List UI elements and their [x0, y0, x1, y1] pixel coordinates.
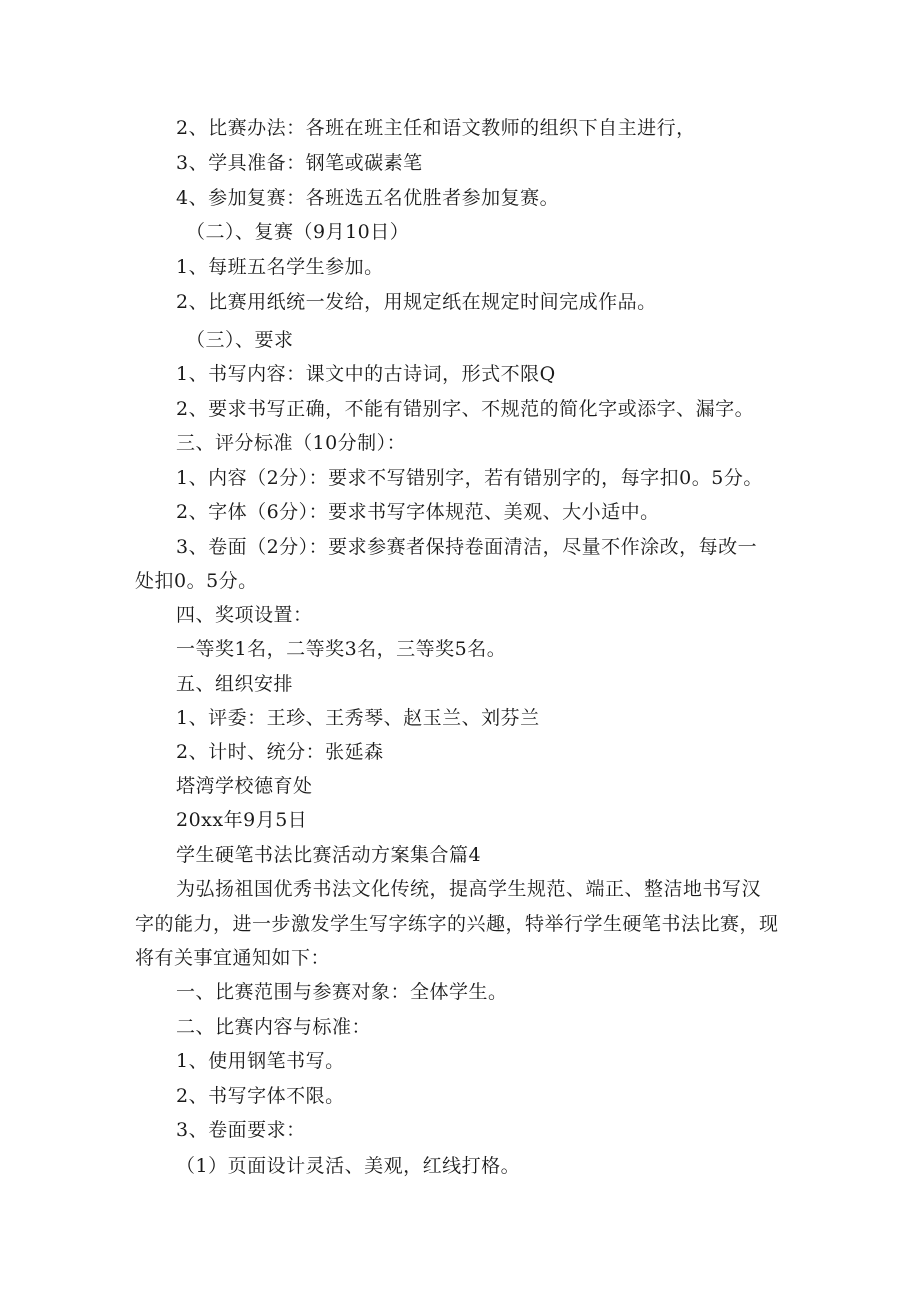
section-heading: （二）、复赛（9月10日）: [186, 221, 410, 243]
text-line: 1、评委：王珍、王秀琴、赵玉兰、刘芬兰: [176, 707, 540, 729]
text-line: （1）页面设计灵活、美观，红线打格。: [176, 1155, 521, 1177]
text-line: 2、比赛用纸统一发给，用规定纸在规定时间完成作品。: [176, 291, 657, 313]
text-line: 2、字体（6分）：要求书写字体规范、美观、大小适中。: [176, 501, 660, 523]
text-line: 4、参加复赛：各班选五名优胜者参加复赛。: [176, 187, 560, 209]
text-line: 2、书写字体不限。: [176, 1085, 345, 1107]
signature-org: 塔湾学校德育处: [176, 775, 313, 797]
section-heading: 一、比赛范围与参赛对象：全体学生。: [176, 981, 508, 1003]
text-line: 处扣0。5分。: [135, 570, 258, 592]
text-line: 2、计时、统分：张延森: [176, 741, 384, 763]
text-line: 1、内容（2分）：要求不写错别字，若有错别字的，每字扣0。5分。: [176, 467, 763, 489]
signature-date: 20xx年9月5日: [176, 809, 308, 831]
text-line: 一等奖1名，二等奖3名，三等奖5名。: [176, 638, 507, 660]
section-heading: 二、比赛内容与标准：: [176, 1016, 372, 1038]
section-heading: 四、奖项设置：: [176, 604, 313, 626]
section-heading: 三、评分标准（10分制）：: [176, 432, 407, 454]
text-line: 3、卷面要求：: [176, 1119, 306, 1141]
section-heading: 五、组织安排: [176, 673, 294, 695]
article-title: 学生硬笔书法比赛活动方案集合篇4: [176, 844, 482, 866]
text-line: 2、要求书写正确，不能有错别字、不规范的简化字或添字、漏字。: [176, 398, 755, 420]
text-line: 1、书写内容：课文中的古诗词，形式不限Q: [176, 363, 556, 385]
text-line: 2、比赛办法：各班在班主任和语文教师的组织下自主进行，: [176, 117, 696, 139]
text-line: 将有关事宜通知如下：: [135, 947, 331, 969]
text-line: 3、学具准备：钢笔或碳素笔: [176, 152, 423, 174]
text-line: 字的能力，进一步激发学生写字练字的兴趣，特举行学生硬笔书法比赛，现: [135, 913, 779, 935]
text-line: 3、卷面（2分）：要求参赛者保持卷面清洁，尽量不作涂改，每改一: [176, 536, 758, 558]
text-line: 为弘扬祖国优秀书法文化传统，提高学生规范、端正、整洁地书写汉: [176, 878, 762, 900]
text-line: 1、使用钢笔书写。: [176, 1050, 345, 1072]
text-line: 1、每班五名学生参加。: [176, 256, 384, 278]
section-heading: （三）、要求: [186, 329, 294, 351]
